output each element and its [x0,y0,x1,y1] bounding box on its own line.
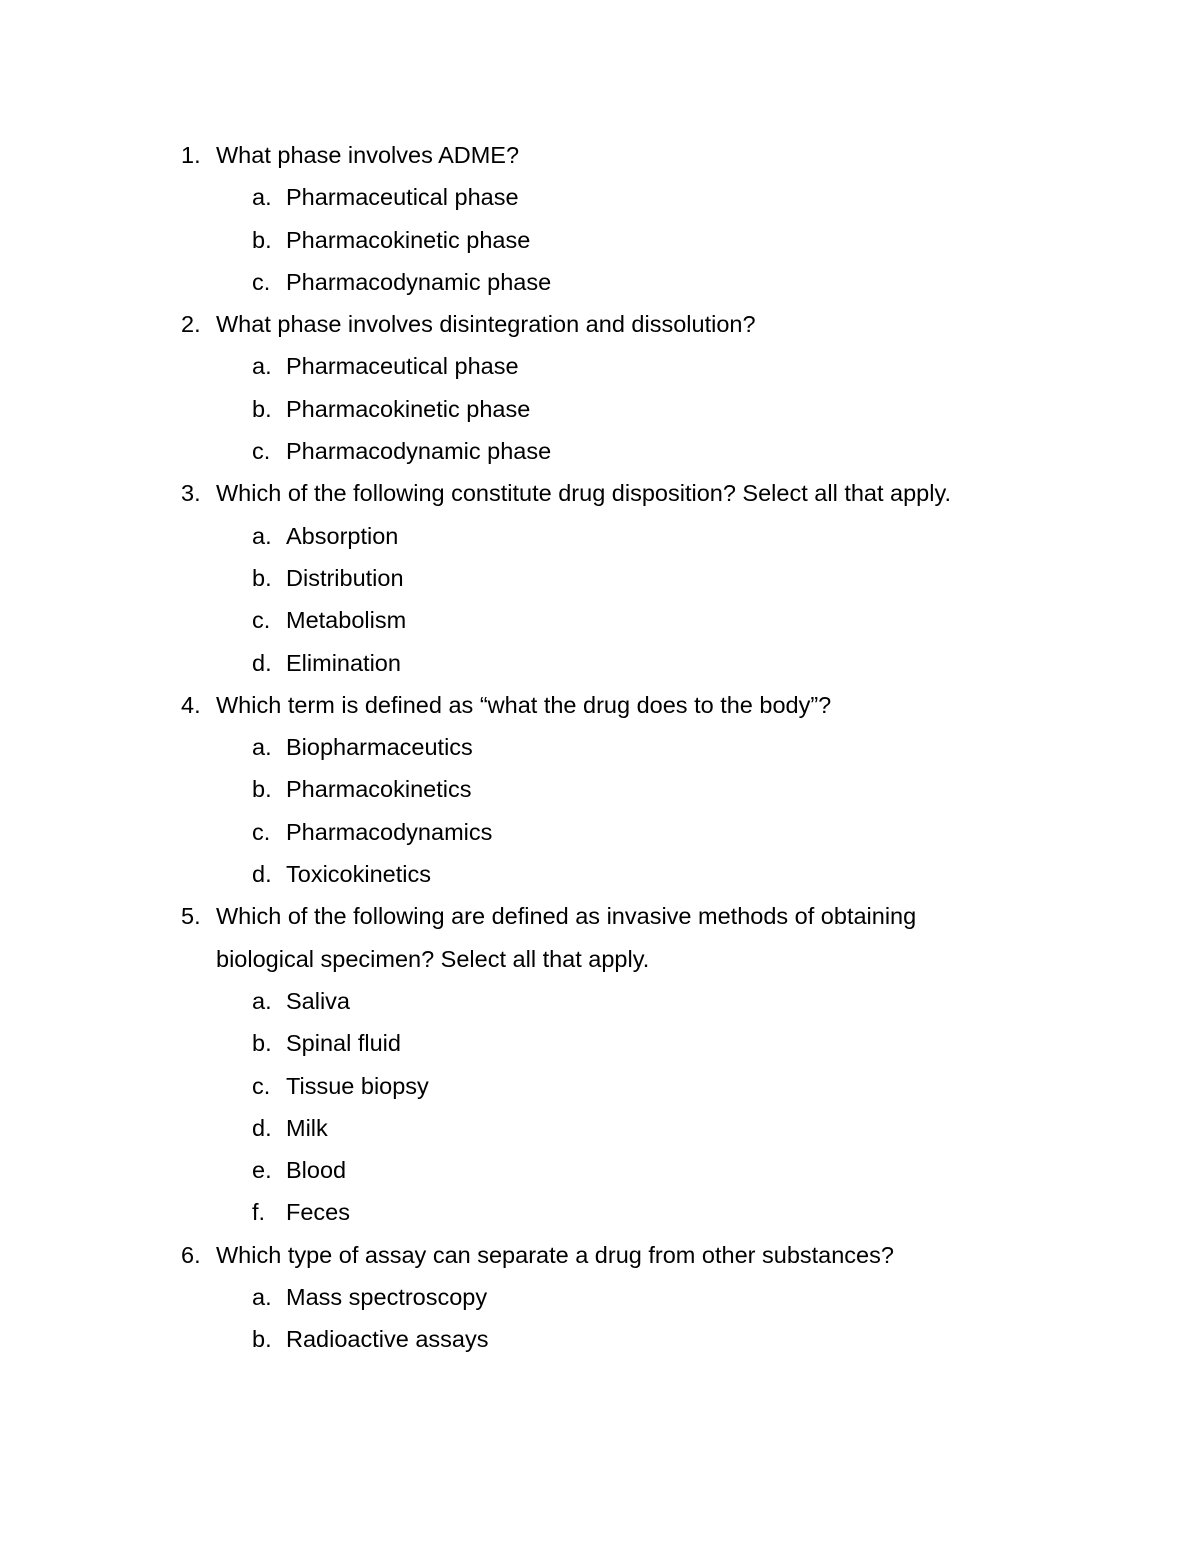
option-text: Milk [286,1114,328,1141]
option-text: Blood [286,1157,347,1184]
option-letter: a. [252,353,272,380]
question-3 [0,472,976,514]
option-letter: c. [252,607,271,634]
option-letter: d. [252,1114,272,1141]
option-text: Pharmaceutical phase [286,353,519,380]
option-letter: b. [252,1326,272,1353]
question-text: Which of the following are defined as invasive methods of obtaining biological specimen? Select all that apply. [216,903,917,972]
option-text: Pharmacokinetic phase [286,226,531,253]
answer-option [0,811,1200,853]
option-letter: b. [252,776,272,803]
option-letter: a. [252,987,272,1014]
question-1 [0,134,976,176]
answer-option [0,1149,1200,1191]
option-letter: b. [252,395,272,422]
answer-option [0,176,1200,218]
option-text: Pharmacokinetics [286,776,472,803]
question-5 [0,895,976,980]
option-text: Mass spectroscopy [286,1284,488,1311]
answer-option [0,219,1200,261]
option-text: Absorption [286,522,399,549]
answer-option [0,768,1200,810]
question-text: Which type of assay can separate a drug from other substances? [216,1241,894,1268]
question-number: 1. [181,142,201,168]
answer-option [0,1276,1200,1318]
question-number: 5. [181,903,201,930]
option-letter: a. [252,184,272,211]
answer-option [0,980,1200,1022]
question-text: Which of the following constitute drug disposition? Select all that apply. [216,480,952,507]
question-number: 4. [181,691,201,718]
option-letter: c. [252,818,271,845]
option-letter: f. [252,1199,266,1226]
question-number: 2. [181,311,201,338]
option-text: Pharmacodynamic phase [286,438,552,465]
answer-option [0,1318,1200,1360]
answer-option [0,1022,1200,1064]
question-text: What phase involves disintegration and dissolution? [216,311,756,338]
option-text: Elimination [286,649,401,676]
option-letter: e. [252,1157,272,1184]
option-letter: c. [252,268,271,295]
answer-option [0,642,1200,684]
option-text: Saliva [286,987,351,1014]
quiz-document [0,134,1200,1361]
option-letter: c. [252,1072,271,1099]
answer-option [0,853,1200,895]
question-text: What phase involves ADME? [216,142,520,168]
option-text: Feces [286,1199,350,1226]
answer-option [0,1065,1200,1107]
option-text: Pharmacodynamic phase [286,268,552,295]
option-text: Pharmacodynamics [286,818,493,845]
answer-option [0,1191,1200,1233]
option-text: Tissue biopsy [286,1072,429,1099]
option-letter: d. [252,861,272,888]
question-text: Which term is defined as “what the drug does to the body”? [216,691,832,718]
option-text: Pharmacokinetic phase [286,395,531,422]
answer-option [0,515,1200,557]
question-4 [0,684,976,726]
option-letter: b. [252,1030,272,1057]
answer-option [0,599,1200,641]
question-number: 6. [181,1241,201,1268]
option-text: Pharmaceutical phase [286,184,519,211]
option-letter: b. [252,564,272,591]
answer-option [0,557,1200,599]
question-2 [0,303,976,345]
option-letter: d. [252,649,272,676]
option-text: Biopharmaceutics [286,734,473,761]
option-letter: b. [252,226,272,253]
answer-option [0,388,1200,430]
question-number: 3. [181,480,201,507]
answer-option [0,261,1200,303]
question-6 [0,1234,976,1276]
option-text: Radioactive assays [286,1326,489,1353]
option-text: Metabolism [286,607,407,634]
option-letter: a. [252,522,272,549]
answer-option [0,345,1200,387]
option-text: Distribution [286,564,404,591]
option-letter: c. [252,438,271,465]
option-text: Spinal fluid [286,1030,401,1057]
option-letter: a. [252,734,272,761]
answer-option [0,1107,1200,1149]
option-text: Toxicokinetics [286,861,431,888]
answer-option [0,726,1200,768]
option-letter: a. [252,1284,272,1311]
answer-option [0,430,1200,472]
